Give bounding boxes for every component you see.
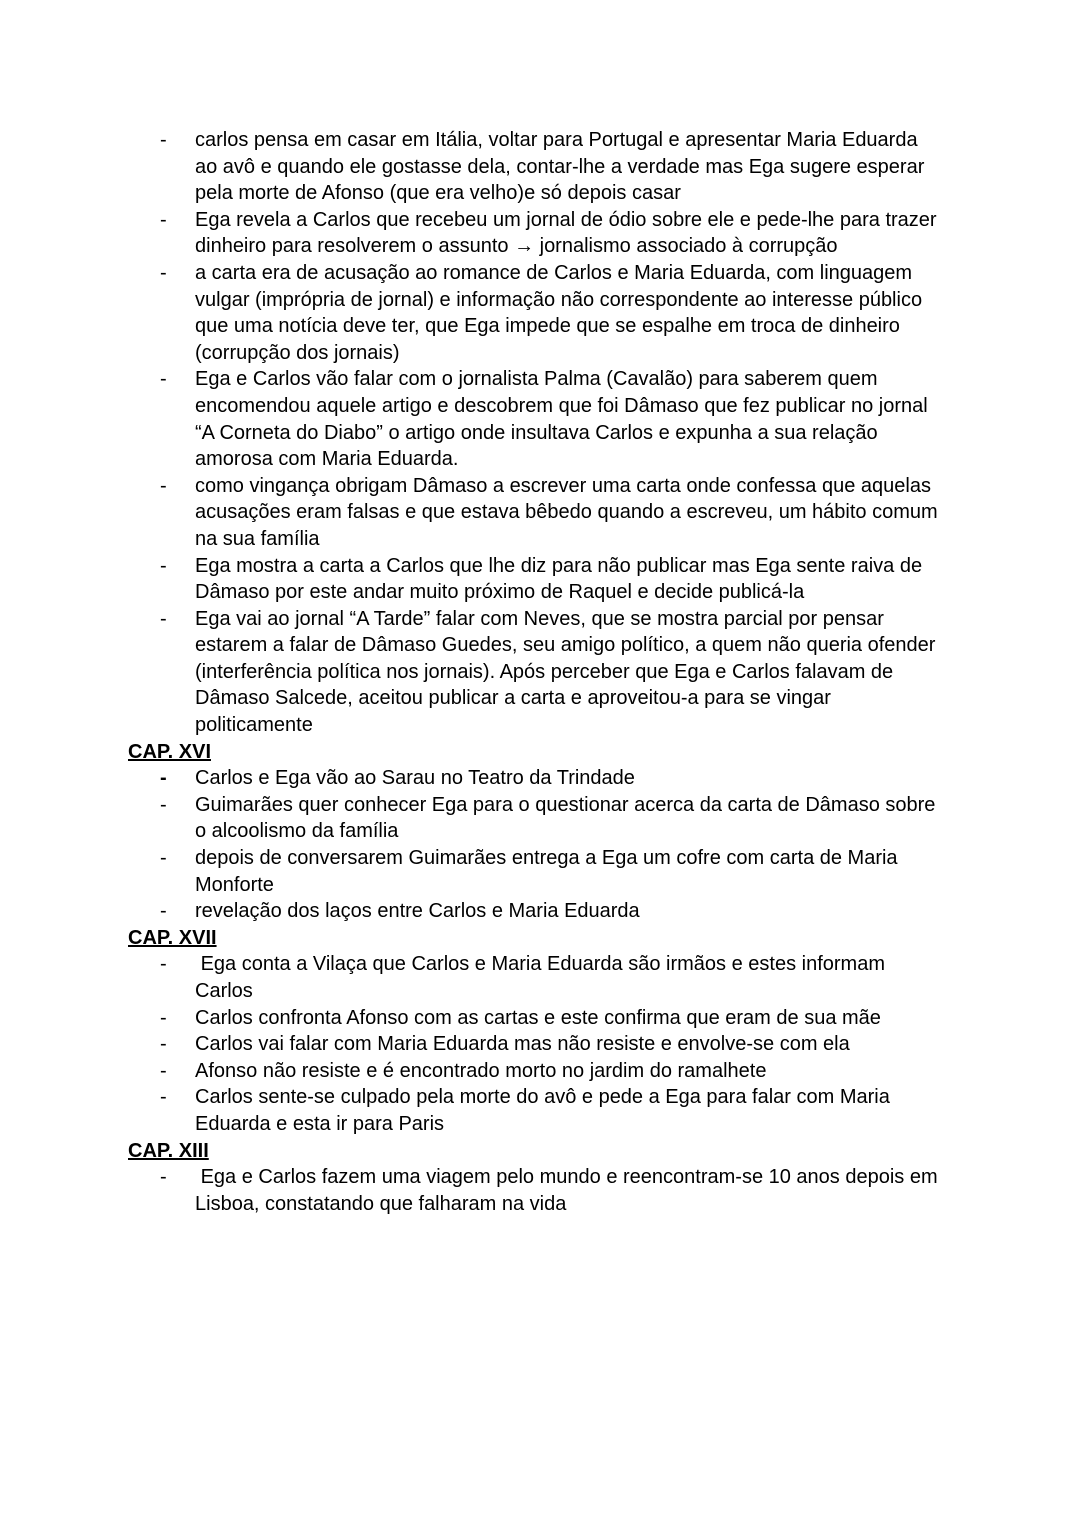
bullet-dash-marker: -: [160, 767, 167, 790]
bullet-dash-marker: -: [160, 1006, 167, 1029]
list-item-text: Ega mostra a carta a Carlos que lhe diz para não publicar mas Ega sente raiva de Dâmaso por este andar muito próximo de Raquel e decide publicá-la: [195, 554, 928, 604]
list-item-text: Ega vai ao jornal “A Tarde” falar com Neves, que se mostra parcial por pensar estarem a falar de Dâmaso Guedes, seu amigo político, a quem não queria ofender (interferência política nos jornais). Após perceber que Ega e Carlos falavam de Dâmaso Salcede, aceitou publicar a carta e aproveitou-a para se vingar politicamente: [195, 607, 941, 737]
list-item-text: como vingança obrigam Dâmaso a escrever uma carta onde confessa que aquelas acusações eram falsas e que estava bêbedo quando a escreveu, um hábito comum na sua família: [195, 474, 944, 550]
bullet-dash-marker: -: [160, 474, 167, 497]
list-item: [128, 473, 943, 553]
list-item: [128, 765, 943, 792]
chapter-heading: CAP. XVI: [128, 740, 211, 763]
chapter-section: [128, 739, 943, 925]
list-item: [128, 898, 943, 925]
list-item: [128, 1031, 943, 1058]
bullet-dash-marker: -: [160, 129, 167, 151]
list-item-text: a carta era de acusação ao romance de Carlos e Maria Eduarda, com linguagem vulgar (imprópria de jornal) e informação não correspondente ao interesse público que uma notícia deve ter, que Ega impede que se espalhe em troca de dinheiro (corrupção dos jornais): [195, 261, 928, 364]
bullet-dash-marker: -: [160, 1059, 167, 1082]
bullet-dash-marker: -: [160, 208, 167, 231]
list-item-text: Carlos confronta Afonso com as cartas e este confirma que eram de sua mãe: [195, 1006, 881, 1029]
list-item-text: revelação dos laços entre Carlos e Maria Eduarda: [195, 900, 640, 923]
bullet-dash-marker: -: [160, 847, 167, 870]
bullet-dash-marker: -: [160, 261, 167, 284]
list-item: [128, 366, 943, 472]
list-item: [128, 207, 943, 260]
chapter-heading: CAP. XVII: [128, 926, 217, 949]
chapter-section: [128, 925, 943, 1138]
bullet-dash-marker: -: [160, 1166, 167, 1189]
chapter-heading: CAP. XIII: [128, 1139, 209, 1162]
bullet-dash-marker: -: [160, 953, 167, 976]
list-item-text: Afonso não resiste e é encontrado morto no jardim do ramalhete: [195, 1059, 767, 1082]
list-item: [128, 1084, 943, 1137]
chapter-section: [128, 1138, 943, 1218]
bullet-dash-marker: -: [160, 554, 167, 577]
list-item-text: Guimarães quer conhecer Ega para o questionar acerca da carta de Dâmaso sobre o alcoolismo da família: [195, 793, 941, 843]
list-item: [128, 845, 943, 898]
list-item-text: carlos pensa em casar em Itália, voltar para Portugal e apresentar Maria Eduarda ao avô e quando ele gostasse dela, contar-lhe a verdade mas Ega sugere esperar pela morte de Afonso (que era velho)e só depois casar: [195, 129, 930, 205]
bullet-dash-marker: -: [160, 607, 167, 630]
list-item-text: Ega e Carlos fazem uma viagem pelo mundo e reencontram-se 10 anos depois em Lisboa, constatando que falharam na vida: [195, 1166, 944, 1215]
list-item-text: depois de conversarem Guimarães entrega a Ega um cofre com carta de Maria Monforte: [195, 847, 904, 896]
list-item: [128, 606, 943, 739]
list-item-text: Carlos vai falar com Maria Eduarda mas não resiste e envolve-se com ela: [195, 1033, 850, 1056]
list-item-text: Ega e Carlos vão falar com o jornalista Palma (Cavalão) para saberem quem encomendou aquele artigo e descobrem que foi Dâmaso que fez publicar no jornal “A Corneta do Diabo” o artigo onde insultava Carlos e expunha a sua relação amorosa com Maria Eduarda.: [195, 368, 934, 471]
list-item: [128, 792, 943, 845]
bullet-dash-marker: -: [160, 1033, 167, 1056]
notes-content: [128, 127, 943, 1217]
list-item-text: Ega revela a Carlos que recebeu um jornal de ódio sobre ele e pede-lhe para trazer dinheiro para resolverem o assunto → jornalismo associado à corrupção: [195, 208, 943, 258]
list-item: [128, 127, 943, 207]
list-item: [128, 553, 943, 606]
bullet-dash-marker: -: [160, 368, 167, 391]
bullet-dash-marker: -: [160, 793, 167, 816]
list-item-text: Carlos sente-se culpado pela morte do avô e pede a Ega para falar com Maria Eduarda e esta ir para Paris: [195, 1086, 896, 1135]
list-item-text: Ega conta a Vilaça que Carlos e Maria Eduarda são irmãos e estes informam Carlos: [195, 953, 891, 1002]
list-item: [128, 1058, 943, 1085]
chapter-section: [128, 127, 943, 739]
bullet-dash-marker: -: [160, 900, 167, 923]
list-item: [128, 1164, 943, 1217]
list-item-text: Carlos e Ega vão ao Sarau no Teatro da Trindade: [195, 767, 635, 790]
bullet-dash-marker: -: [160, 1086, 167, 1109]
list-item: [128, 1005, 943, 1032]
list-item: [128, 260, 943, 366]
list-item: [128, 951, 943, 1004]
